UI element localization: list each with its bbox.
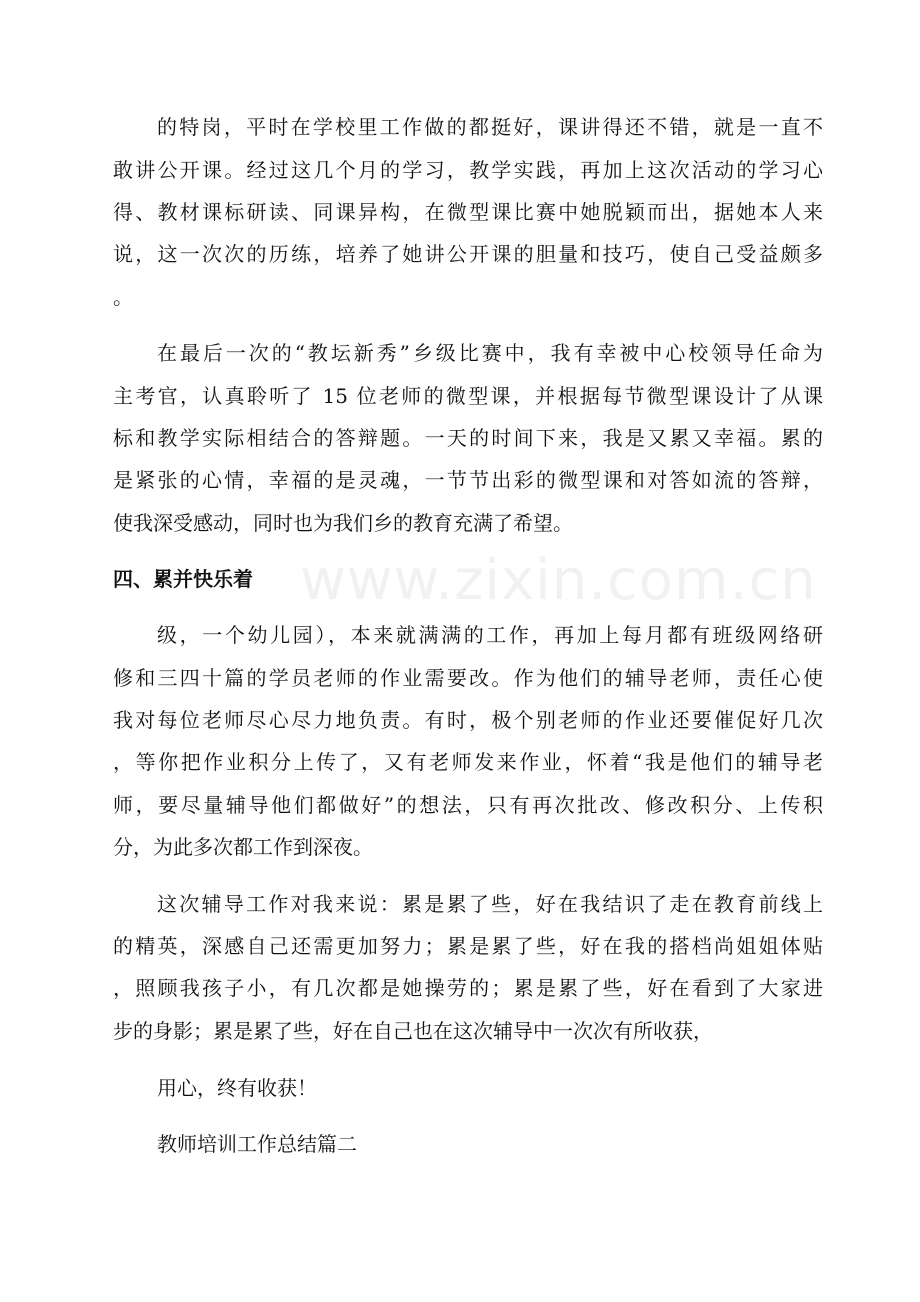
paragraph-line: 步的身影；累是累了些，好在自己也在这次辅导中一次次有所收获， — [113, 1019, 713, 1043]
paragraph-line: 的精英，深感自己还需更加努力；累是累了些，好在我的搭档尚姐姐体贴 — [113, 934, 823, 958]
paragraph-line: 在最后一次的“教坛新秀”乡级比赛中，我有幸被中心校领导任命为 — [157, 341, 823, 365]
paragraph-line: 说，这一次次的历练，培养了她讲公开课的胆量和技巧，使自己受益颇多 — [113, 242, 823, 266]
paragraph-line: 用心，终有收获！ — [157, 1076, 317, 1100]
paragraph-line: 这次辅导工作对我来说：累是累了些，好在我结识了走在教育前线上 — [157, 892, 823, 916]
paragraph-line: 分，为此多次都工作到深夜。 — [113, 835, 373, 859]
paragraph-line: 使我深受感动，同时也为我们乡的教育充满了希望。 — [113, 511, 573, 535]
watermark: www.zixin.com.cn — [300, 548, 817, 613]
paragraph-line: 主考官，认真聆听了 15 位老师的微型课，并根据每节微型课设计了从课 — [113, 384, 823, 408]
paragraph-line: 我对每位老师尽心尽力地负责。有时，极个别老师的作业还要催促好几次 — [113, 708, 823, 732]
paragraph-line: ，照顾我孩子小，有几次都是她操劳的；累是累了些，好在看到了大家进 — [113, 976, 823, 1000]
paragraph-line: 敢讲公开课。经过这几个月的学习，教学实践，再加上这次活动的学习心 — [113, 158, 823, 182]
paragraph-line: 修和三四十篇的学员老师的作业需要改。作为他们的辅导老师，责任心使 — [113, 666, 823, 690]
paragraph-line: 是紧张的心情，幸福的是灵魂，一节节出彩的微型课和对答如流的答辩， — [113, 468, 823, 492]
paragraph-line: 标和教学实际相结合的答辩题。一天的时间下来，我是又累又幸福。累的 — [113, 426, 823, 450]
paragraph-line: 的特岗，平时在学校里工作做的都挺好，课讲得还不错，就是一直不 — [157, 115, 823, 139]
paragraph-line: 。 — [113, 285, 133, 309]
paragraph-line: 得、教材课标研读、同课异构，在微型课比赛中她脱颖而出，据她本人来 — [113, 200, 823, 224]
paragraph-line: 教师培训工作总结篇二 — [157, 1132, 357, 1156]
paragraph-line: 师，要尽量辅导他们都做好”的想法，只有再次批改、修改积分、上传积 — [113, 793, 823, 817]
paragraph-line: ，等你把作业积分上传了，又有老师发来作业，怀着“我是他们的辅导老 — [113, 750, 823, 774]
paragraph-line: 级，一个幼儿园），本来就满满的工作，再加上每月都有班级网络研 — [157, 623, 823, 647]
section-heading: 四、累并快乐着 — [113, 567, 253, 591]
